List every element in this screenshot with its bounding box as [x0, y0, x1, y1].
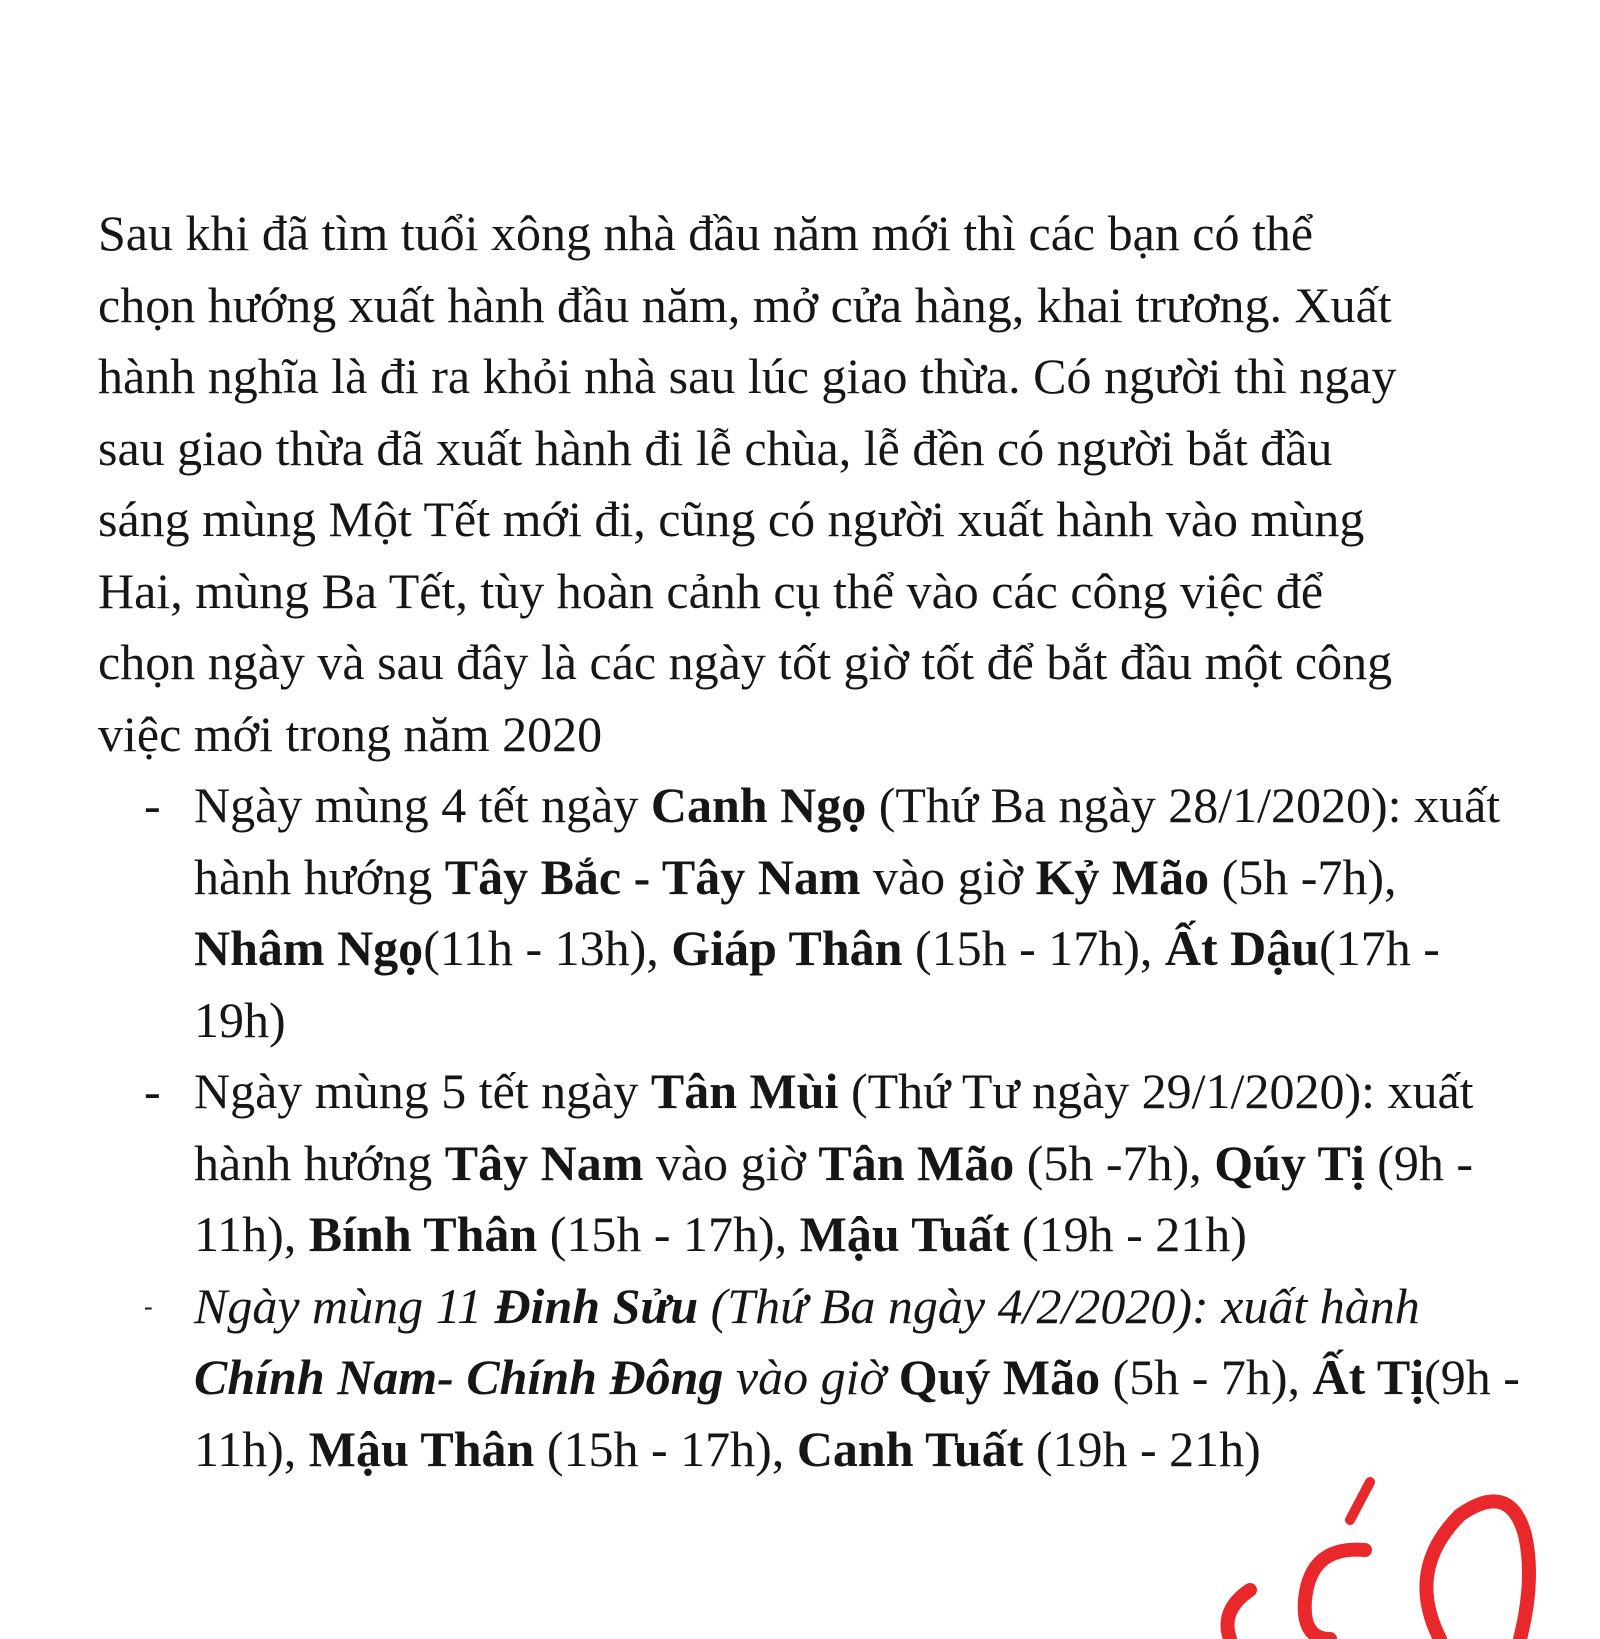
intro-paragraph [98, 198, 1518, 770]
bold-term: Tây Nam [444, 1134, 644, 1191]
bullet-text: (5h -7h), [1014, 1134, 1215, 1191]
intro-line: sau giao thừa đã xuất hành đi lễ chùa, lễ đền có người bắt đầu [98, 419, 1333, 476]
bullet-text: (Thứ Ba ngày 4/2/2020): xuất hành [698, 1277, 1433, 1334]
bullet-text: Ngày mùng 5 tết ngày [194, 1063, 651, 1119]
list-item [98, 770, 1538, 1056]
bullet-text: (5h - 7h), [1100, 1349, 1313, 1405]
bold-term: Canh Ngọ [650, 777, 867, 833]
bold-term: Ất Dậu [1164, 920, 1320, 976]
bullet-text: Ngày mùng 11 [194, 1277, 495, 1334]
list-item [98, 1056, 1538, 1271]
intro-line: sáng mùng Một Tết mới đi, cũng có người xuất hành vào mùng [98, 491, 1365, 547]
bullet-text: (15h - 17h), [902, 920, 1165, 976]
bullet-text: (Thứ Tư ngày 29/1/2020): xuất hành hướng [194, 1063, 1487, 1191]
bold-term: Ất Tị [1312, 1349, 1425, 1405]
bold-term: Mậu Thân [308, 1420, 535, 1477]
bullet-text: (9h - 11h), [194, 1134, 1486, 1262]
bullet-text: (Thứ Ba ngày 28/1/2020): xuất hành hướng [194, 777, 1513, 905]
intro-line: việc mới trong năm 2020 [98, 705, 603, 762]
intro-line: Sau khi đã tìm tuổi xông nhà đầu năm mới thì các bạn có thể [98, 205, 1314, 261]
bold-term: Quý Mão [898, 1349, 1101, 1405]
intro-line: chọn ngày và sau đây là các ngày tốt giờ tốt để bắt đầu một công [98, 634, 1393, 690]
stamp-accent-stroke [1350, 1482, 1370, 1520]
bold-term: Tây Bắc - Tây Nam [444, 848, 861, 905]
bullet-text: (11h - 13h), [423, 920, 672, 976]
stamp-c-stroke [1305, 1550, 1365, 1639]
bullet-dash: - [144, 1291, 153, 1321]
bullet-dash: - [144, 777, 161, 833]
bold-term: Qúy Tị [1214, 1134, 1365, 1191]
intro-line: hành nghĩa là đi ra khỏi nhà sau lúc giao thừa. Có người thì ngay [98, 348, 1397, 404]
bold-term: Giáp Thân [671, 920, 903, 976]
bullet-text: (15h - 17h), [534, 1420, 797, 1477]
bullet-text: (17h - 19h) [194, 920, 1453, 1048]
intro-line: Hai, mùng Ba Tết, tùy hoàn cảnh cụ thể vào các công việc để [98, 562, 1324, 619]
bold-term: Canh Tuất [796, 1420, 1024, 1477]
intro-line: chọn hướng xuất hành đầu năm, mở cửa hàng, khai trương. Xuất [98, 276, 1392, 333]
bullet-text: Ngày mùng 4 tết ngày [194, 777, 651, 833]
bullet-text: (19h - 21h) [1009, 1206, 1247, 1262]
bold-term: Tân Mão [818, 1134, 1015, 1191]
bold-term: Mậu Tuất [799, 1206, 1010, 1262]
bold-term: Đinh Sửu [494, 1277, 699, 1334]
bullet-text: vào giờ [643, 1134, 819, 1191]
bullet-list [98, 770, 1538, 1485]
bold-term: Kỷ Mão [1035, 848, 1210, 905]
stamp-svg [1190, 1440, 1570, 1639]
bold-term: Nhâm Ngọ [194, 920, 424, 976]
bold-term: Tân Mùi [650, 1063, 839, 1119]
bullet-text: vào giờ [723, 1349, 899, 1405]
bullet-text: (15h - 17h), [537, 1206, 800, 1262]
bullet-text: (9h - 11h), [194, 1349, 1533, 1477]
stamp-o-stroke [1426, 1501, 1529, 1639]
bullet-text: (5h -7h), [1209, 848, 1410, 905]
bullet-dash: - [144, 1063, 161, 1119]
bold-term: Chính Nam- Chính Đông [194, 1349, 724, 1405]
stamp-arc-left [1228, 1590, 1251, 1639]
bullet-text: vào giờ [860, 848, 1036, 905]
red-stamp-mark [1190, 1440, 1570, 1639]
bullet-text: (19h - 21h) [1023, 1420, 1261, 1477]
bold-term: Bính Thân [308, 1206, 538, 1262]
